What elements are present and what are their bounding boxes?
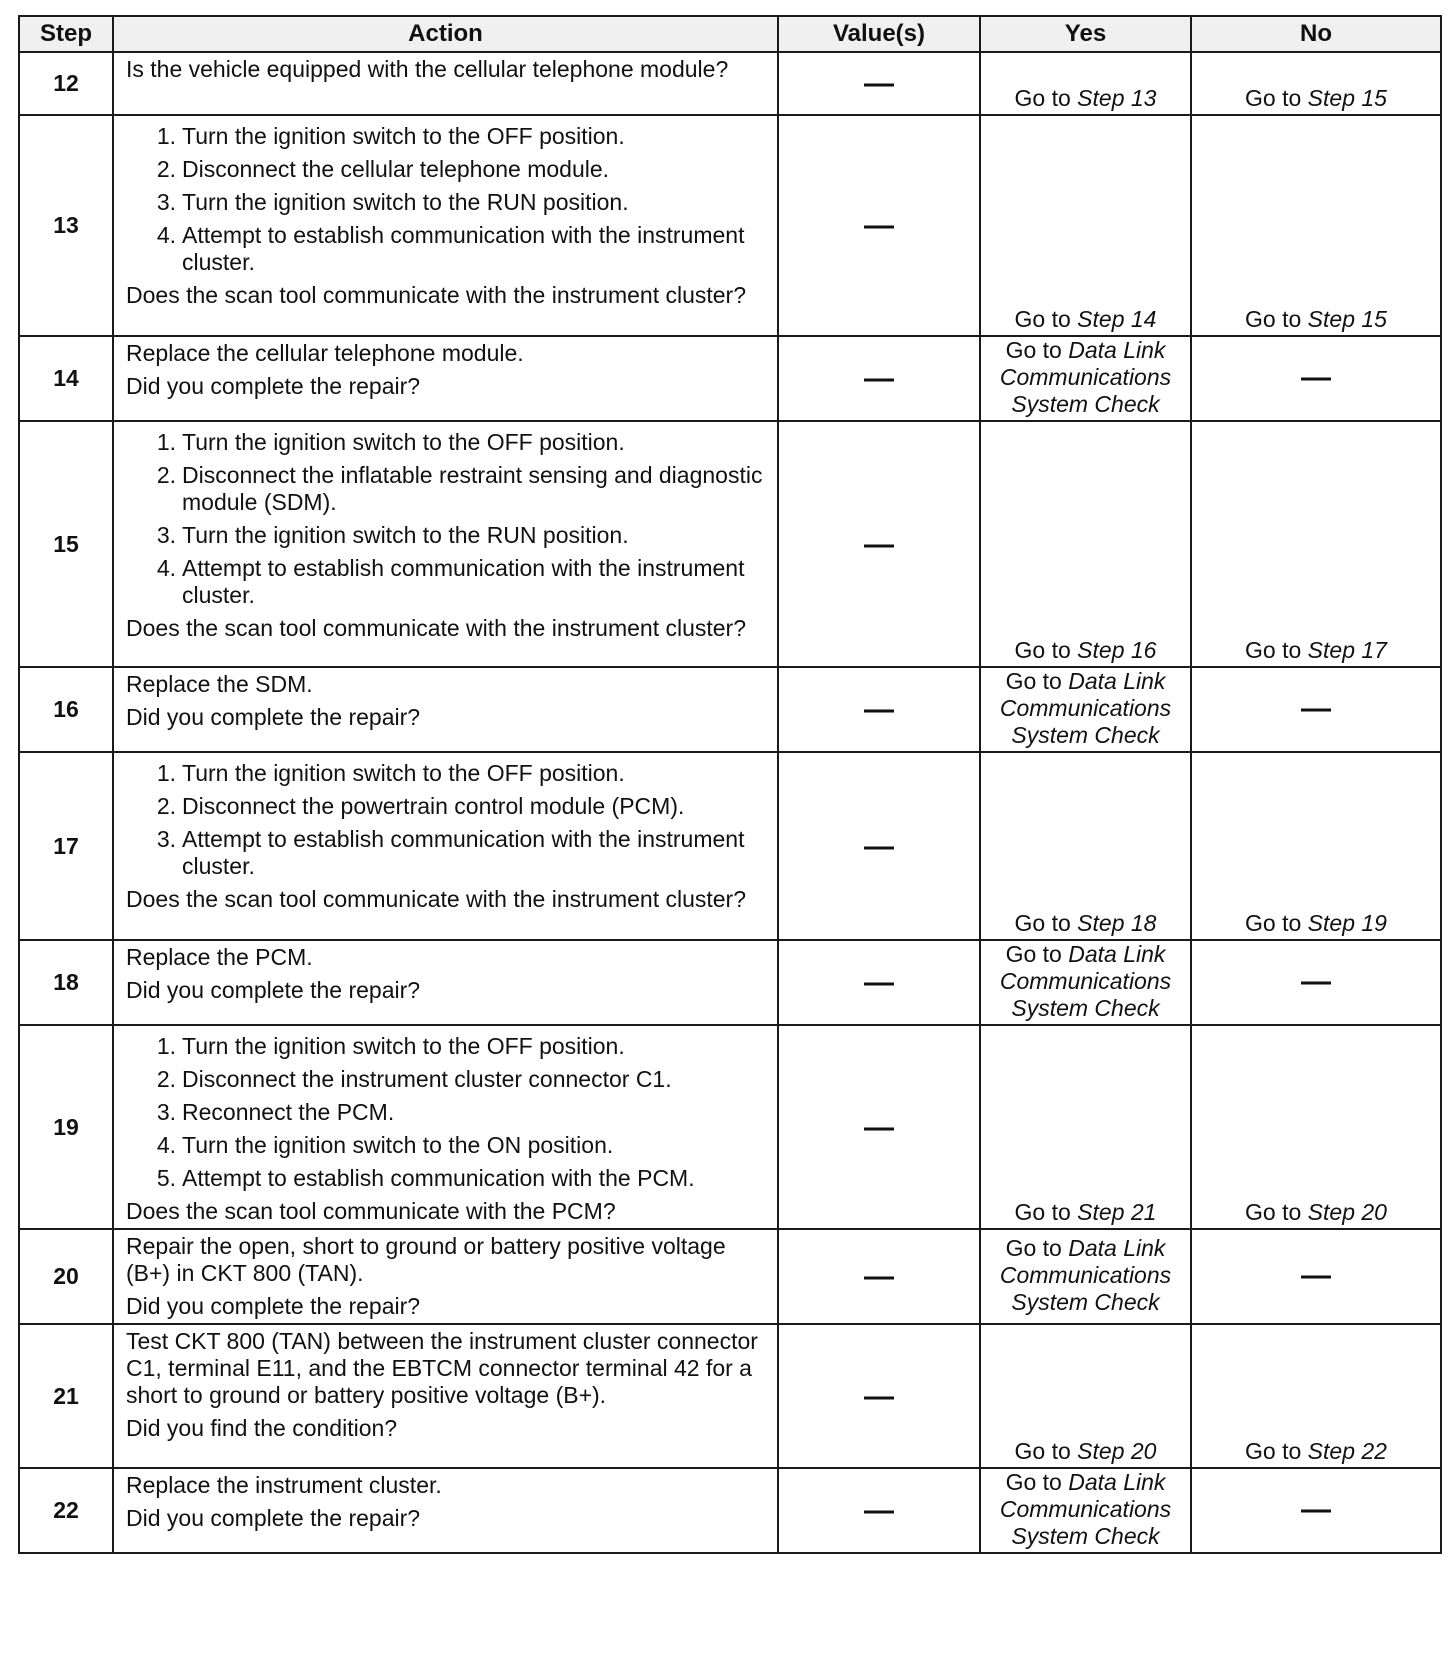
- yes-goto[interactable]: [1015, 1199, 1157, 1225]
- action-step-number: 2.: [156, 462, 176, 488]
- yes-goto[interactable]: [1000, 1469, 1171, 1549]
- action-step-text: Turn the ignition switch to the ON position.: [182, 1132, 614, 1158]
- action-step-number: 2.: [156, 1066, 176, 1092]
- table-row: [19, 1229, 1441, 1324]
- header-step: Step: [19, 16, 113, 52]
- yes-cell: [980, 52, 1191, 115]
- action-step-number: 1.: [156, 1033, 176, 1059]
- action-cell: [113, 115, 778, 336]
- no-goto-link[interactable]: Step 22: [1307, 1438, 1387, 1464]
- action-step-text: Reconnect the PCM.: [182, 1099, 395, 1125]
- step-number: 18: [19, 940, 113, 1025]
- action-step-number: 2.: [156, 793, 176, 819]
- action-instruction: Replace the cellular telephone module.: [126, 340, 524, 366]
- no-goto-link[interactable]: Step 17: [1307, 637, 1387, 663]
- no-cell: [1191, 752, 1441, 940]
- action-cell: [113, 1468, 778, 1553]
- action-instruction: Replace the SDM.: [126, 671, 313, 697]
- no-goto-prefix: Go to: [1245, 910, 1302, 936]
- action-step-number: 2.: [156, 156, 176, 182]
- no-cell: [1191, 52, 1441, 115]
- yes-goto[interactable]: [1000, 668, 1171, 748]
- yes-goto[interactable]: [1000, 337, 1171, 417]
- action-step: [126, 1165, 767, 1192]
- yes-goto[interactable]: [1015, 85, 1157, 111]
- diagnostic-table: [18, 15, 1442, 1554]
- yes-goto-link[interactable]: Step 21: [1077, 1199, 1157, 1225]
- action-step-text: Attempt to establish communication with the instrument cluster.: [182, 555, 745, 608]
- action-step: [126, 462, 767, 516]
- action-question: Did you find the condition?: [126, 1415, 398, 1441]
- no-goto-prefix: Go to: [1245, 1438, 1302, 1464]
- no-goto-prefix: Go to: [1245, 306, 1302, 332]
- table-row: [19, 1025, 1441, 1229]
- step-number: 19: [19, 1025, 113, 1229]
- no-goto[interactable]: [1245, 1199, 1387, 1225]
- no-not-applicable: —: [1301, 1259, 1331, 1292]
- table-row: [19, 115, 1441, 336]
- action-step-number: 1.: [156, 760, 176, 786]
- action-cell: [113, 1229, 778, 1324]
- action-step-number: 4.: [156, 1132, 176, 1158]
- yes-goto-prefix: Go to: [1005, 668, 1062, 694]
- action-step-text: Turn the ignition switch to the OFF position.: [182, 760, 625, 786]
- yes-goto[interactable]: [1015, 910, 1157, 936]
- yes-goto-prefix: Go to: [1014, 306, 1071, 332]
- value-cell: —: [778, 667, 980, 752]
- step-number: 15: [19, 421, 113, 667]
- action-cell: [113, 752, 778, 940]
- yes-cell: [980, 1324, 1191, 1468]
- action-step: [126, 1066, 767, 1093]
- action-step-text: Disconnect the powertrain control module (PCM).: [182, 793, 685, 819]
- header-action: Action: [113, 16, 778, 52]
- yes-goto-prefix: Go to: [1014, 85, 1071, 111]
- step-number: 22: [19, 1468, 113, 1553]
- action-instruction: Repair the open, short to ground or battery positive voltage (B+) in CKT 800 (TAN).: [126, 1233, 726, 1286]
- step-number: 13: [19, 115, 113, 336]
- action-step: [126, 522, 767, 549]
- action-cell: [113, 1025, 778, 1229]
- action-question: Did you complete the repair?: [126, 1505, 421, 1531]
- action-step: [126, 793, 767, 820]
- yes-goto-prefix: Go to: [1005, 941, 1062, 967]
- action-question: Is the vehicle equipped with the cellular telephone module?: [126, 56, 729, 82]
- yes-goto-link[interactable]: Step 14: [1077, 306, 1157, 332]
- action-question: Did you complete the repair?: [126, 373, 421, 399]
- value-cell: —: [778, 115, 980, 336]
- yes-cell: [980, 1468, 1191, 1553]
- no-cell: [1191, 1229, 1441, 1324]
- action-question: Does the scan tool communicate with the instrument cluster?: [126, 886, 747, 912]
- yes-goto-prefix: Go to: [1005, 1469, 1062, 1495]
- no-goto-link[interactable]: Step 19: [1307, 910, 1387, 936]
- action-step-number: 3.: [156, 1099, 176, 1125]
- yes-goto[interactable]: [1015, 306, 1157, 332]
- header-yes: Yes: [980, 16, 1191, 52]
- header-row: [19, 16, 1441, 52]
- no-goto-prefix: Go to: [1245, 1199, 1302, 1225]
- action-cell: [113, 421, 778, 667]
- no-cell: [1191, 940, 1441, 1025]
- action-instruction: Replace the PCM.: [126, 944, 313, 970]
- no-cell: [1191, 115, 1441, 336]
- no-cell: [1191, 667, 1441, 752]
- action-step-text: Turn the ignition switch to the OFF position.: [182, 1033, 625, 1059]
- yes-goto-prefix: Go to: [1005, 1235, 1062, 1261]
- yes-goto-prefix: Go to: [1014, 1199, 1071, 1225]
- yes-goto-link[interactable]: Data Link Communications System Check: [999, 337, 1172, 417]
- value-cell: —: [778, 752, 980, 940]
- no-not-applicable: —: [1301, 1493, 1331, 1526]
- yes-goto-link[interactable]: Step 16: [1077, 637, 1157, 663]
- no-not-applicable: —: [1301, 361, 1331, 394]
- action-step: [126, 1033, 767, 1060]
- step-number: 16: [19, 667, 113, 752]
- header-no: No: [1191, 16, 1441, 52]
- action-step-text: Turn the ignition switch to the RUN position.: [182, 522, 629, 548]
- table-row: [19, 1324, 1441, 1468]
- action-cell: [113, 940, 778, 1025]
- step-number: 21: [19, 1324, 113, 1468]
- action-step-text: Turn the ignition switch to the OFF position.: [182, 123, 625, 149]
- value-cell: —: [778, 1324, 980, 1468]
- action-cell: [113, 667, 778, 752]
- no-cell: [1191, 1468, 1441, 1553]
- value-cell: —: [778, 940, 980, 1025]
- yes-cell: [980, 1025, 1191, 1229]
- no-cell: [1191, 336, 1441, 421]
- action-cell: [113, 1324, 778, 1468]
- action-step-number: 5.: [156, 1165, 176, 1191]
- action-question: Did you complete the repair?: [126, 977, 421, 1003]
- no-goto-prefix: Go to: [1245, 85, 1302, 111]
- step-number: 17: [19, 752, 113, 940]
- action-step-text: Attempt to establish communication with the instrument cluster.: [182, 826, 745, 879]
- action-instruction: Test CKT 800 (TAN) between the instrument cluster connector C1, terminal E11, and the EBTCM connector terminal 42 for a short to ground or battery positive voltage (B+).: [126, 1328, 758, 1408]
- yes-goto[interactable]: [1015, 637, 1157, 663]
- action-step-number: 1.: [156, 429, 176, 455]
- action-step-text: Disconnect the inflatable restraint sensing and diagnostic module (SDM).: [182, 462, 763, 515]
- value-cell: —: [778, 421, 980, 667]
- table-row: [19, 1468, 1441, 1553]
- yes-goto-link[interactable]: Data Link Communications System Check: [999, 668, 1172, 748]
- no-goto[interactable]: [1245, 910, 1387, 936]
- action-step: [126, 222, 767, 276]
- yes-cell: [980, 752, 1191, 940]
- action-question: Does the scan tool communicate with the instrument cluster?: [126, 615, 747, 641]
- action-instruction: Replace the instrument cluster.: [126, 1472, 442, 1498]
- value-cell: —: [778, 1229, 980, 1324]
- yes-cell: [980, 336, 1191, 421]
- table-row: [19, 752, 1441, 940]
- yes-cell: [980, 421, 1191, 667]
- no-goto-link[interactable]: Step 15: [1307, 85, 1387, 111]
- action-steps-list: [126, 760, 767, 880]
- action-question: Does the scan tool communicate with the PCM?: [126, 1198, 616, 1224]
- no-cell: [1191, 1025, 1441, 1229]
- action-step-number: 4.: [156, 555, 176, 581]
- no-goto[interactable]: [1245, 1438, 1387, 1464]
- action-step-text: Turn the ignition switch to the RUN position.: [182, 189, 629, 215]
- action-steps-list: [126, 1033, 767, 1192]
- no-cell: [1191, 421, 1441, 667]
- table-row: [19, 52, 1441, 115]
- action-step: [126, 123, 767, 150]
- action-cell: [113, 52, 778, 115]
- yes-goto-prefix: Go to: [1014, 1438, 1071, 1464]
- action-step: [126, 555, 767, 609]
- action-cell: [113, 336, 778, 421]
- table-row: [19, 336, 1441, 421]
- action-step-text: Attempt to establish communication with the PCM.: [182, 1165, 695, 1191]
- action-step-text: Disconnect the cellular telephone module.: [182, 156, 610, 182]
- no-not-applicable: —: [1301, 692, 1331, 725]
- yes-goto-link[interactable]: Data Link Communications System Check: [999, 941, 1172, 1021]
- yes-goto-link[interactable]: Data Link Communications System Check: [999, 1469, 1172, 1549]
- no-cell: [1191, 1324, 1441, 1468]
- yes-goto[interactable]: [1000, 941, 1171, 1021]
- value-cell: —: [778, 336, 980, 421]
- action-step-number: 3.: [156, 826, 176, 852]
- table-row: [19, 667, 1441, 752]
- yes-goto-prefix: Go to: [1014, 637, 1071, 663]
- action-step-number: 3.: [156, 522, 176, 548]
- value-cell: —: [778, 1468, 980, 1553]
- yes-goto-prefix: Go to: [1014, 910, 1071, 936]
- yes-cell: [980, 667, 1191, 752]
- no-goto[interactable]: [1245, 306, 1387, 332]
- step-number: 12: [19, 52, 113, 115]
- yes-goto[interactable]: [1015, 1438, 1157, 1464]
- action-step-number: 3.: [156, 189, 176, 215]
- yes-goto-link[interactable]: Step 13: [1077, 85, 1157, 111]
- no-goto-link[interactable]: Step 20: [1307, 1199, 1387, 1225]
- action-step: [126, 429, 767, 456]
- step-number: 20: [19, 1229, 113, 1324]
- action-steps-list: [126, 429, 767, 609]
- action-step: [126, 760, 767, 787]
- action-step-number: 4.: [156, 222, 176, 248]
- yes-goto-link[interactable]: Step 18: [1077, 910, 1157, 936]
- action-question: Did you complete the repair?: [126, 1293, 421, 1319]
- yes-goto-link[interactable]: Data Link Communications System Check: [999, 1235, 1172, 1315]
- no-goto[interactable]: [1245, 637, 1387, 663]
- action-step-text: Turn the ignition switch to the OFF position.: [182, 429, 625, 455]
- action-question: Did you complete the repair?: [126, 704, 421, 730]
- yes-cell: [980, 115, 1191, 336]
- action-step: [126, 826, 767, 880]
- no-not-applicable: —: [1301, 965, 1331, 998]
- action-step-number: 1.: [156, 123, 176, 149]
- step-number: 14: [19, 336, 113, 421]
- action-step: [126, 156, 767, 183]
- action-steps-list: [126, 123, 767, 276]
- yes-cell: [980, 940, 1191, 1025]
- action-step: [126, 189, 767, 216]
- value-cell: —: [778, 1025, 980, 1229]
- action-step-text: Disconnect the instrument cluster connector C1.: [182, 1066, 672, 1092]
- action-step: [126, 1099, 767, 1126]
- no-goto[interactable]: [1245, 85, 1387, 111]
- value-cell: —: [778, 52, 980, 115]
- table-row: [19, 940, 1441, 1025]
- no-goto-prefix: Go to: [1245, 637, 1302, 663]
- yes-goto[interactable]: [1000, 1235, 1171, 1315]
- action-step: [126, 1132, 767, 1159]
- action-step-text: Attempt to establish communication with the instrument cluster.: [182, 222, 745, 275]
- header-values: Value(s): [778, 16, 980, 52]
- table-row: [19, 421, 1441, 667]
- table-body: [19, 52, 1441, 1553]
- yes-goto-prefix: Go to: [1005, 337, 1062, 363]
- yes-goto-link[interactable]: Step 20: [1077, 1438, 1157, 1464]
- yes-cell: [980, 1229, 1191, 1324]
- action-question: Does the scan tool communicate with the instrument cluster?: [126, 282, 747, 308]
- no-goto-link[interactable]: Step 15: [1307, 306, 1387, 332]
